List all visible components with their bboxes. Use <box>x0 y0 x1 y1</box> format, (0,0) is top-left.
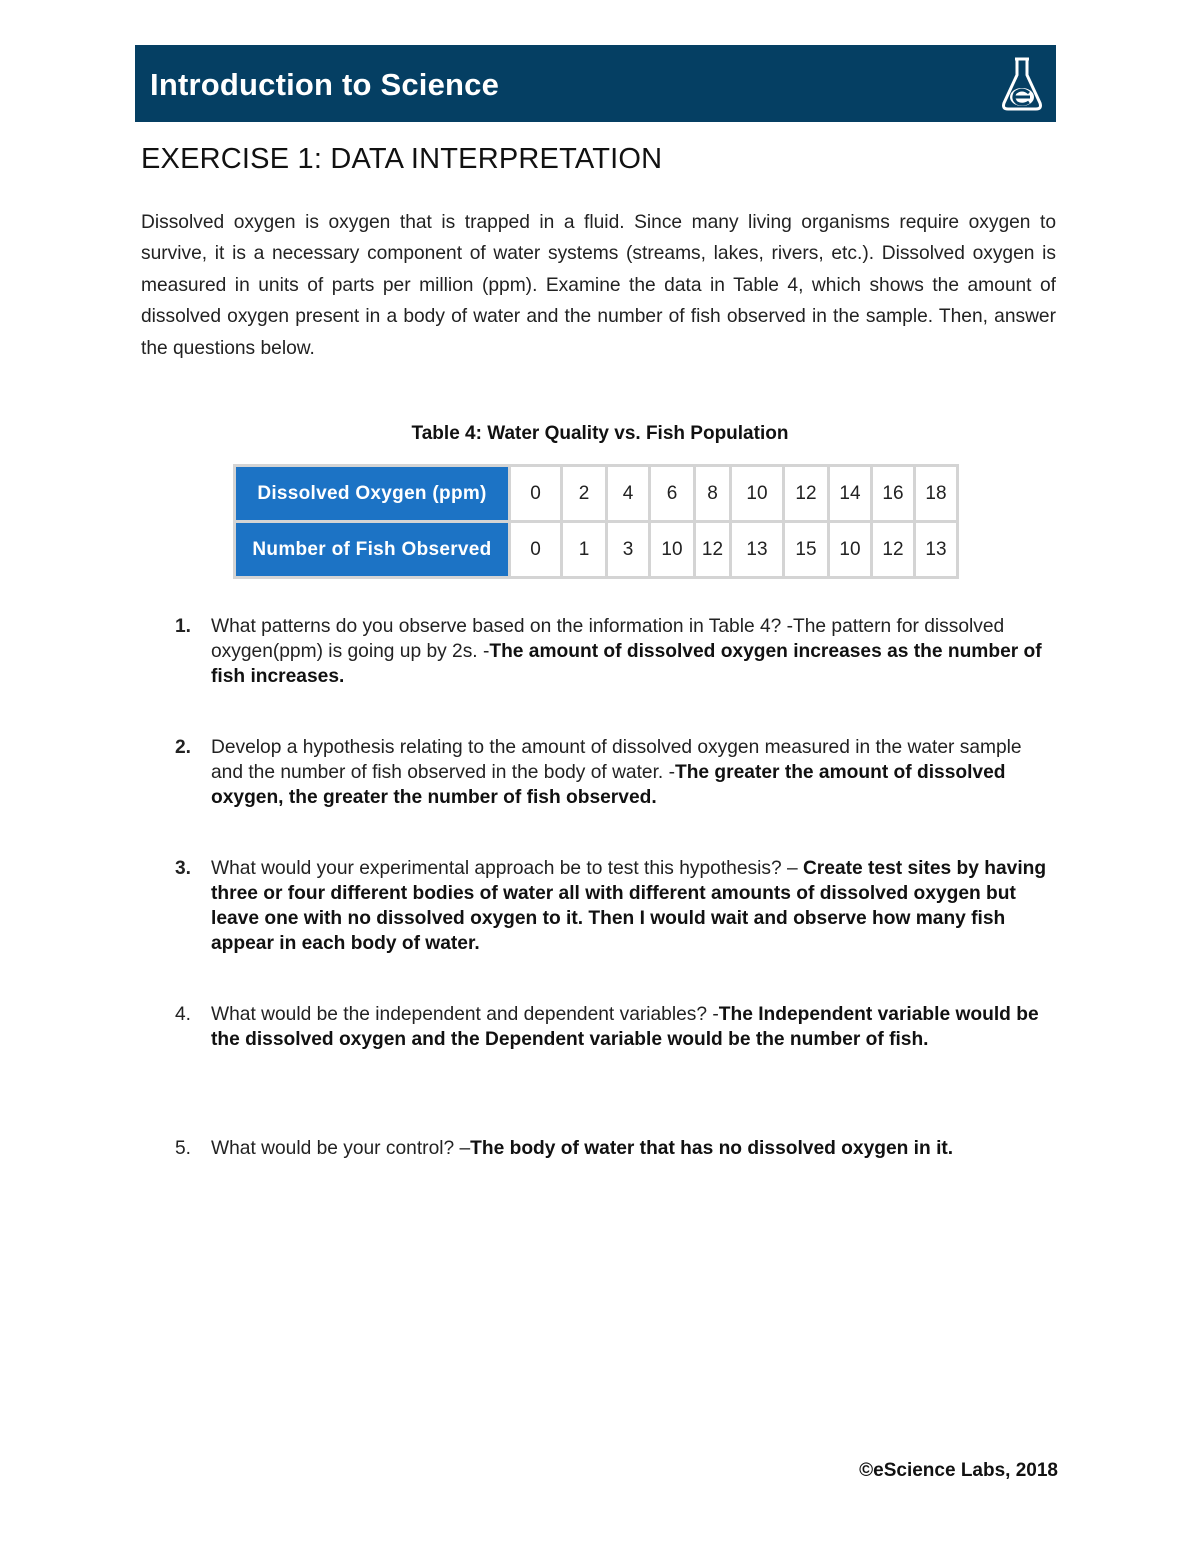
table-cell: 12 <box>695 522 731 578</box>
answer-text: The body of water that has no dissolved oxygen in it. <box>470 1138 954 1159</box>
question-item <box>175 1136 1055 1161</box>
course-title: Introduction to Science <box>150 67 500 102</box>
table-cell: 10 <box>829 522 872 578</box>
question-text: What patterns do you observe based on the information in Table 4? -The pattern for dissolved oxygen(ppm) is going up by 2s. - <box>211 616 1005 662</box>
table-cell: 3 <box>607 522 650 578</box>
question-text: Develop a hypothesis relating to the amount of dissolved oxygen measured in the water sample and the number of fish observed in the body of water. - <box>211 737 1022 783</box>
table-cell: 15 <box>784 522 829 578</box>
question-item <box>175 1002 1055 1052</box>
answer-text: The amount of dissolved oxygen increases as the number of fish increases. <box>211 641 1042 687</box>
question-text: What would be your control? – <box>211 1138 471 1159</box>
question-number: 5. <box>175 1138 192 1159</box>
question-number: 4. <box>175 1004 192 1025</box>
table-cell: 0 <box>510 466 562 522</box>
question-item <box>175 856 1055 956</box>
table-cell: 18 <box>915 466 958 522</box>
flask-e-logo-icon <box>998 53 1046 113</box>
question-number: 1. <box>175 616 192 637</box>
answer-text: Create test sites by having three or four different bodies of water all with different amounts of dissolved oxygen but leave one with no dissolved oxygen to it. Then I would wait and observe how many fish appear in each body of water. <box>211 858 1047 954</box>
table-cell: 13 <box>915 522 958 578</box>
question-number: 2. <box>175 737 192 758</box>
header-banner <box>135 45 1056 122</box>
answer-text: The greater the amount of dissolved oxygen, the greater the number of fish observed. <box>211 762 1006 808</box>
answer-text: The Independent variable would be the dissolved oxygen and the Dependent variable would be the number of fish. <box>211 1004 1039 1050</box>
table-cell: 8 <box>695 466 731 522</box>
table-cell: 6 <box>650 466 695 522</box>
row-header: Number of Fish Observed <box>235 522 510 578</box>
data-table <box>233 464 959 579</box>
table-cell: 13 <box>731 522 784 578</box>
table-caption: Table 4: Water Quality vs. Fish Population <box>411 423 789 444</box>
table-cell: 2 <box>562 466 607 522</box>
table-cell: 4 <box>607 466 650 522</box>
table-cell: 14 <box>829 466 872 522</box>
intro-paragraph: Dissolved oxygen is oxygen that is trapped in a fluid. Since many living organisms require oxygen to survive, it is a necessary component of water systems (streams, lakes, rivers, etc.). Dissolved oxygen is measured in units of parts per million (ppm). Examine the data in Table 4, which shows the amount of dissolved oxygen present in a body of water and the number of fish observed in the sample. Then, answer the questions below. <box>141 212 1056 359</box>
table-cell: 1 <box>562 522 607 578</box>
table-cell: 0 <box>510 522 562 578</box>
question-item <box>175 735 1055 810</box>
question-text: What would your experimental approach be to test this hypothesis? – <box>211 858 803 879</box>
question-item <box>175 614 1055 689</box>
table-row <box>235 466 958 522</box>
table-cell: 16 <box>872 466 915 522</box>
table-cell: 12 <box>784 466 829 522</box>
question-list <box>175 614 1055 1161</box>
table-cell: 10 <box>731 466 784 522</box>
row-header: Dissolved Oxygen (ppm) <box>235 466 510 522</box>
table-cell: 12 <box>872 522 915 578</box>
exercise-title: EXERCISE 1: DATA INTERPRETATION <box>141 143 663 175</box>
question-number: 3. <box>175 858 192 879</box>
question-text: What would be the independent and dependent variables? - <box>211 1004 719 1025</box>
copyright-footer: ©eScience Labs, 2018 <box>859 1460 1058 1481</box>
table-cell: 10 <box>650 522 695 578</box>
table-row <box>235 522 958 578</box>
